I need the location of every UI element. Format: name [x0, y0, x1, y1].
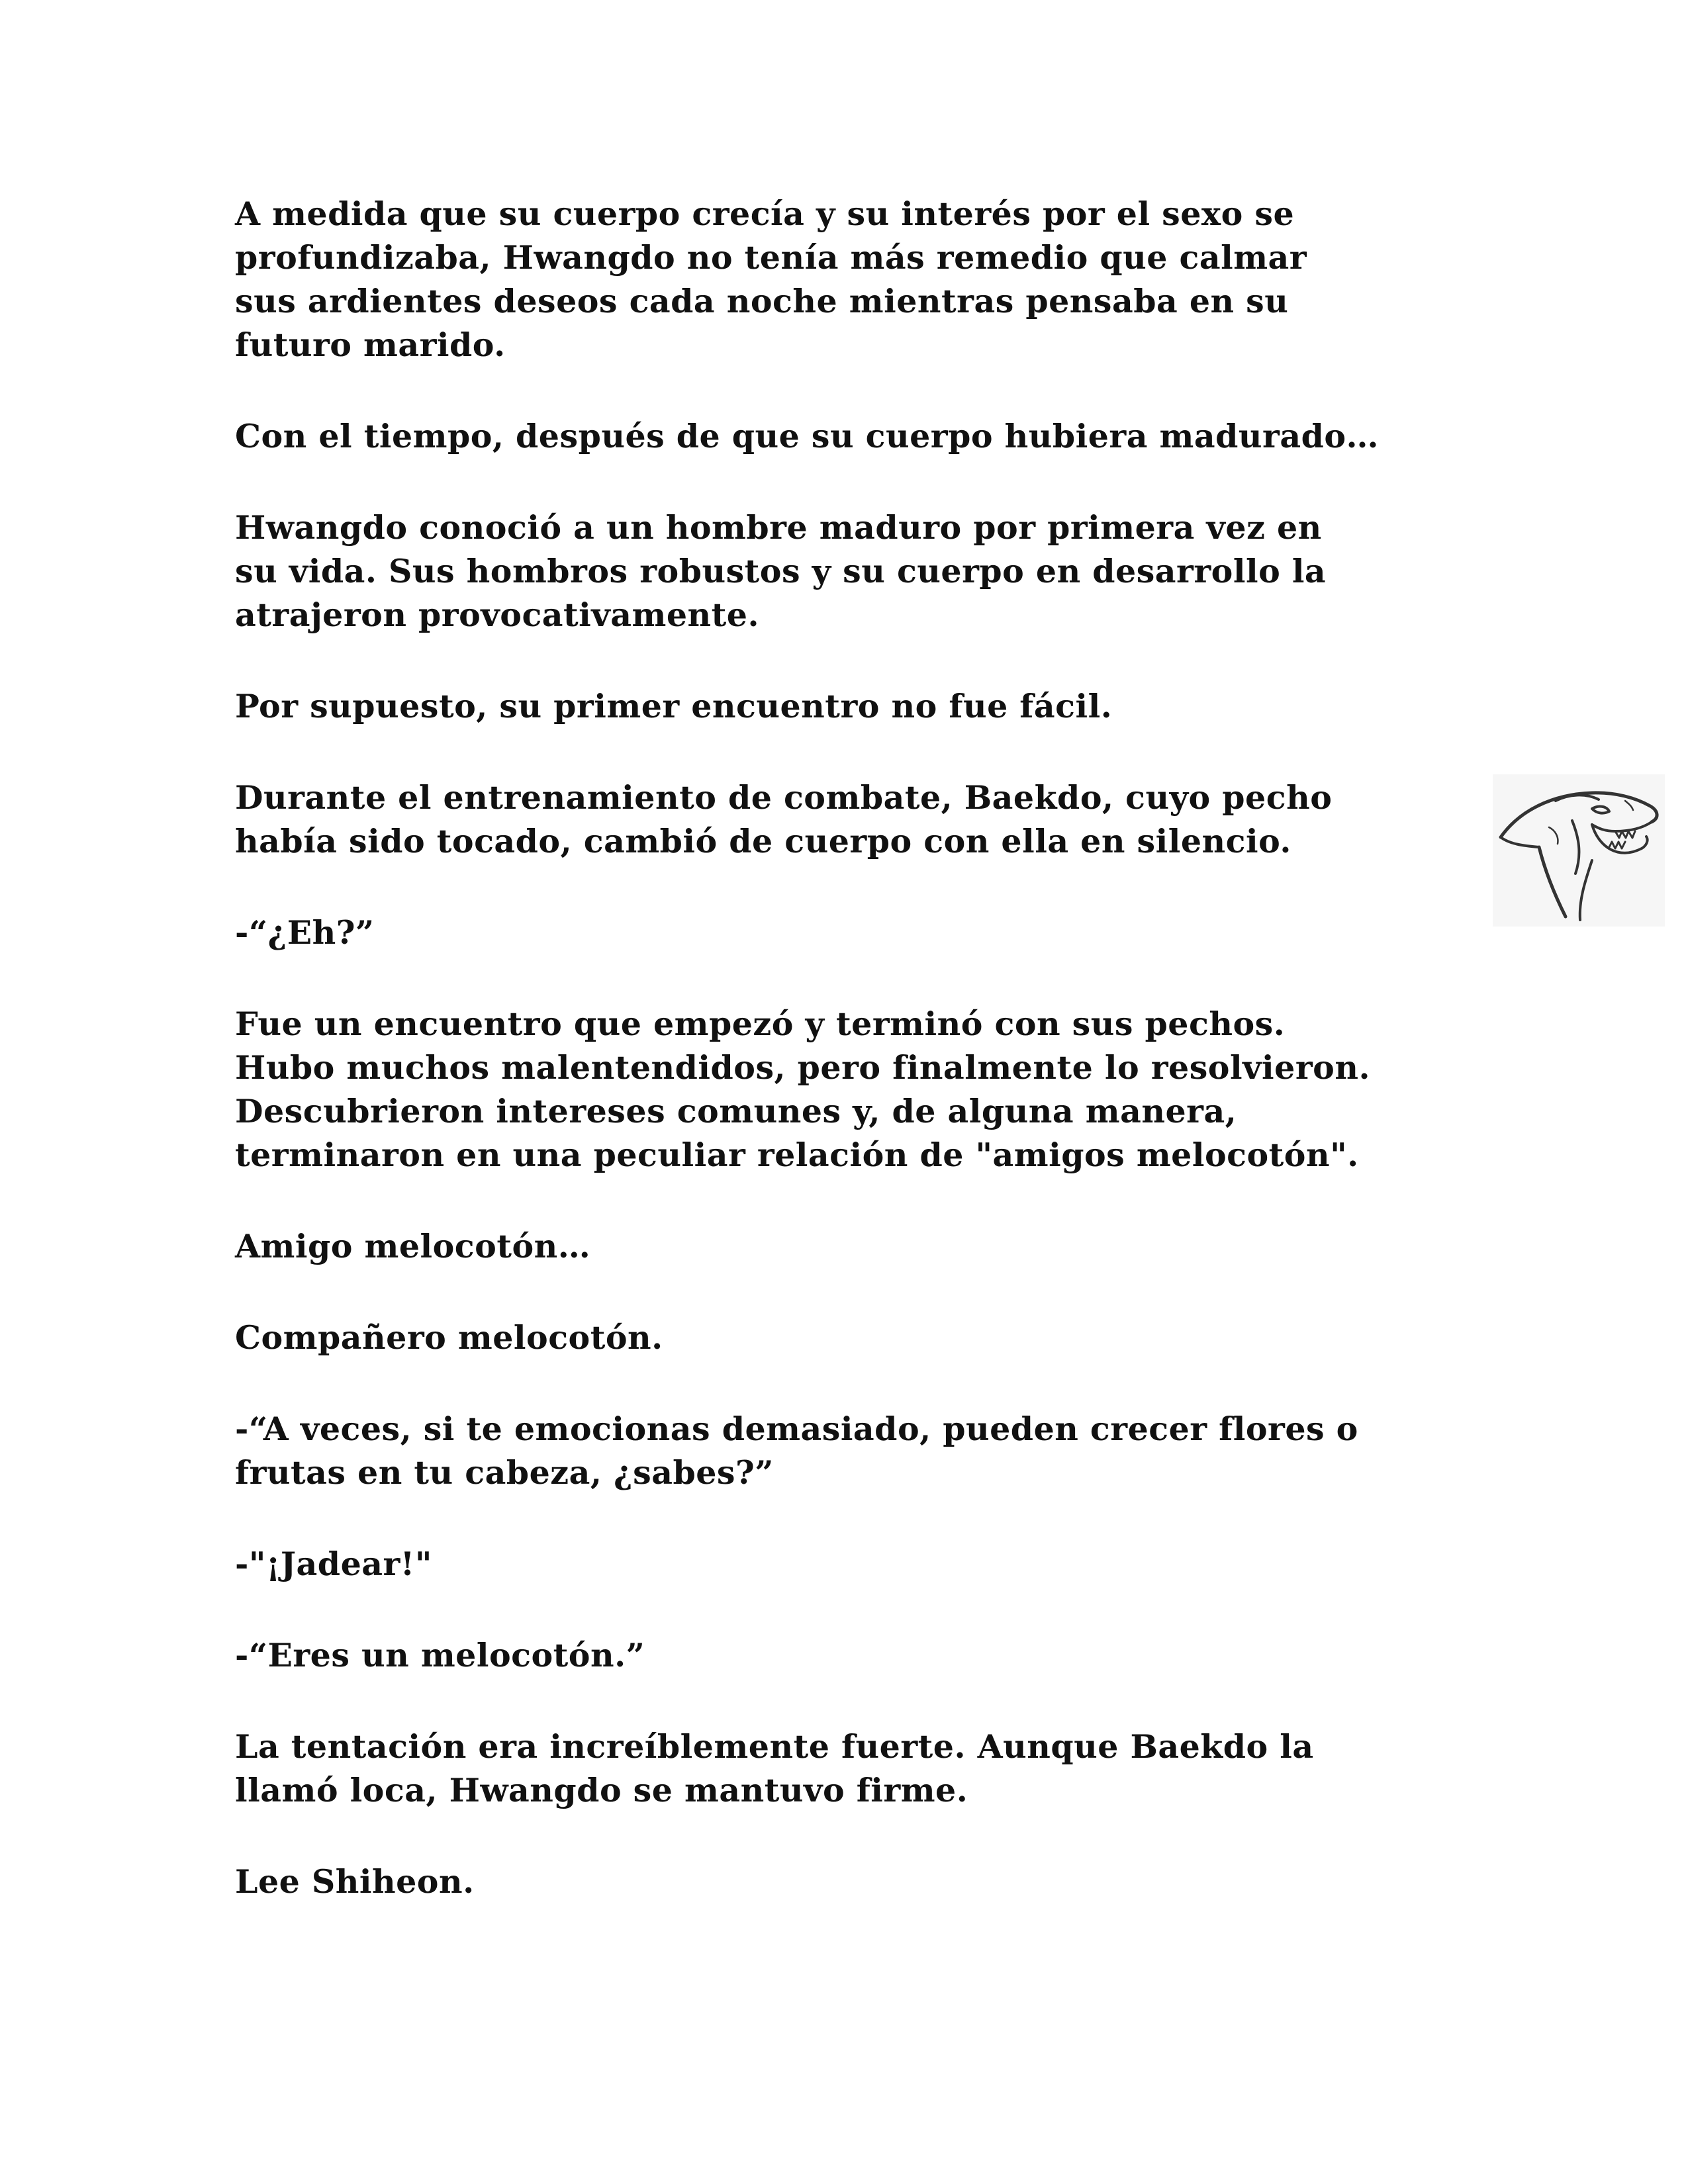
text-line: profundizaba, Hwangdo no tenía más remedio que calmar — [235, 238, 1307, 277]
text-line: -"¡Jadear!" — [235, 1545, 432, 1583]
signature-line — [235, 1860, 1493, 1903]
paragraph-1 — [235, 192, 1493, 367]
text-line: Hwangdo conoció a un hombre maduro por primera vez en — [235, 508, 1322, 547]
text-line: llamó loca, Hwangdo se mantuvo firme. — [235, 1771, 968, 1809]
text-line: Compañero melocotón. — [235, 1318, 663, 1357]
text-line: futuro marido. — [235, 326, 506, 364]
paragraph-10 — [235, 1407, 1493, 1494]
text-line: terminaron en una peculiar relación de "amigos melocotón". — [235, 1136, 1359, 1174]
text-line: -“Eres un melocotón.” — [235, 1636, 645, 1674]
text-line: había sido tocado, cambió de cuerpo con ella en silencio. — [235, 822, 1291, 860]
dinosaur-head-sketch-icon — [1493, 774, 1665, 927]
text-line: -“A veces, si te emocionas demasiado, pueden crecer flores o — [235, 1410, 1358, 1448]
text-line: Amigo melocotón… — [235, 1227, 591, 1265]
text-line: Fue un encuentro que empezó y terminó con sus pechos. — [235, 1005, 1286, 1043]
paragraph-13 — [235, 1725, 1493, 1812]
paragraph-6 — [235, 911, 1493, 954]
text-line: su vida. Sus hombros robustos y su cuerpo en desarrollo la — [235, 552, 1327, 590]
paragraph-7 — [235, 1002, 1493, 1177]
text-line: -“¿Eh?” — [235, 913, 375, 952]
text-line: Durante el entrenamiento de combate, Baekdo, cuyo pecho — [235, 778, 1333, 817]
text-line: sus ardientes deseos cada noche mientras pensaba en su — [235, 282, 1289, 320]
text-line: Lee Shiheon. — [235, 1862, 475, 1901]
paragraph-9 — [235, 1316, 1493, 1359]
paragraph-3 — [235, 506, 1493, 637]
text-line: Descubrieron intereses comunes y, de alguna manera, — [235, 1092, 1237, 1130]
paragraph-12 — [235, 1633, 1493, 1677]
text-line: La tentación era increíblemente fuerte. Aunque Baekdo la — [235, 1727, 1314, 1766]
text-line: frutas en tu cabeza, ¿sabes?” — [235, 1453, 774, 1492]
text-line: A medida que su cuerpo crecía y su interés por el sexo se — [235, 195, 1295, 233]
paragraph-2 — [235, 414, 1493, 458]
text-line: Por supuesto, su primer encuentro no fue fácil. — [235, 687, 1113, 725]
text-line: atrajeron provocativamente. — [235, 596, 760, 634]
paragraph-4 — [235, 684, 1493, 728]
paragraph-5 — [235, 776, 1493, 863]
paragraph-11 — [235, 1542, 1493, 1586]
document-body — [235, 192, 1493, 1951]
text-line: Con el tiempo, después de que su cuerpo hubiera madurado… — [235, 417, 1380, 455]
text-line: Hubo muchos malentendidos, pero finalmente lo resolvieron. — [235, 1048, 1371, 1087]
paragraph-8 — [235, 1224, 1493, 1268]
